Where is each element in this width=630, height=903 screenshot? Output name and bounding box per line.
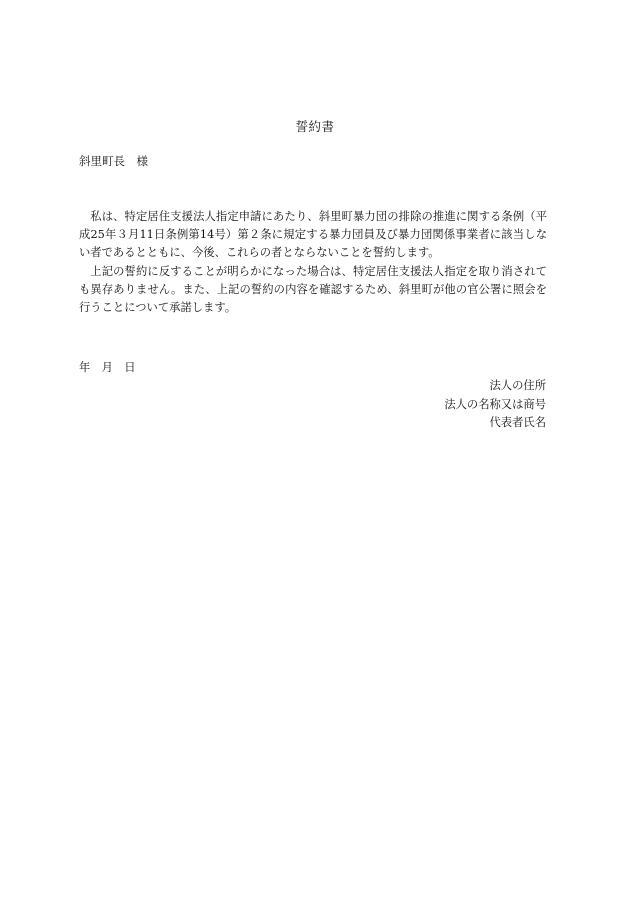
date-line: 年 月 日 — [79, 361, 136, 374]
pledge-paragraph-2: 上記の誓約に反することが明らかになった場合は、特定居住支援法人指定を取り消されても異存ありません。また、上記の誓約の内容を確認するため、斜里町が他の官公署に照会を行うことについて承諾します。 — [79, 264, 547, 315]
representative-name-label: 代表者氏名 — [489, 416, 546, 429]
corporate-address-label: 法人の住所 — [489, 379, 546, 392]
pledge-paragraph-1: 私は、特定居住支援法人指定申請にあたり、斜里町暴力団の排除の推進に関する条例（平成25年３月11日条例第14号）第２条に規定する暴力団員及び暴力団関係事業者に該当しない者であるとともに、今後、これらの者とならないことを誓約します。 — [79, 210, 547, 260]
addressee: 斜里町長 様 — [79, 154, 148, 168]
corporate-name-label: 法人の名称又は商号 — [444, 397, 546, 411]
signature-block — [444, 377, 546, 433]
pledge-body — [79, 208, 547, 317]
document-title: 誓約書 — [295, 119, 335, 134]
